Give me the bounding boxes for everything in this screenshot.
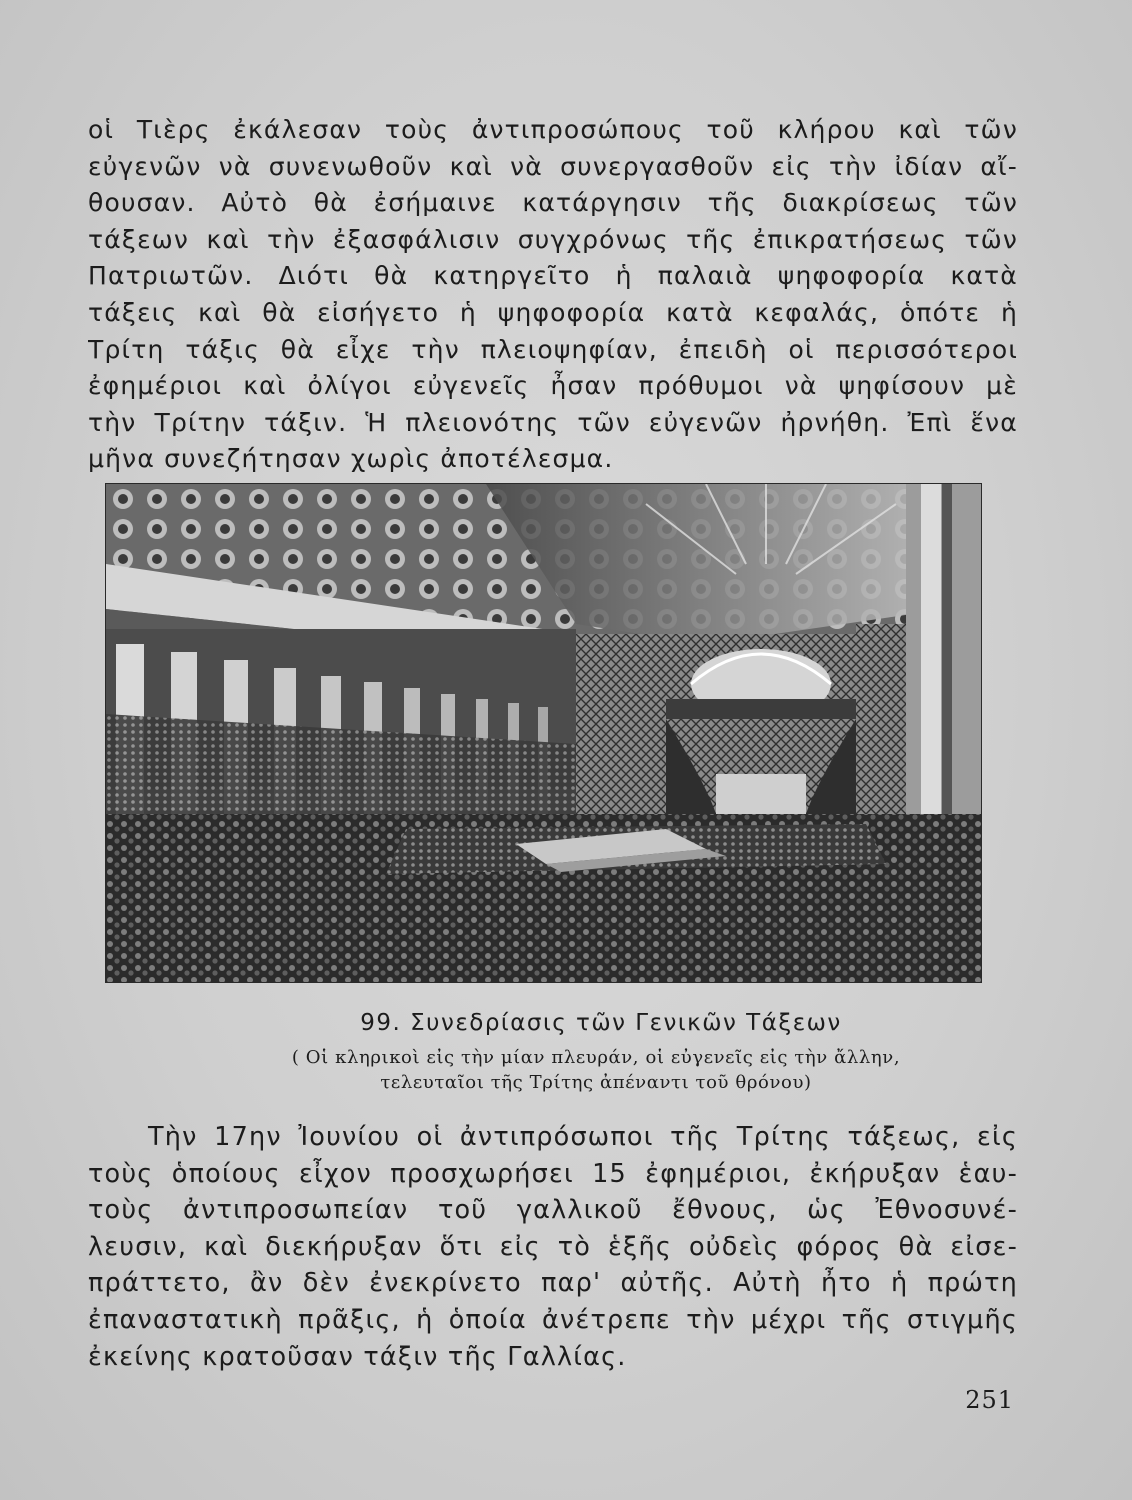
text-line: ἐφημέριοι καὶ ὀλίγοι εὐγενεῖς ἦσαν πρόθυμοι νὰ ψηφίσουν μὲ: [88, 371, 1018, 401]
text-line: ἐπαναστατικὴ πρᾶξις, ἡ ὁποία ἀνέτρεπε τὴν μέχρι τῆς στιγμῆς: [88, 1304, 1018, 1335]
text-line: Τὴν 17ην Ἰουνίου οἱ ἀντιπρόσωποι τῆς Τρίτης τάξεως, εἰς: [148, 1122, 1018, 1152]
text-line: πράττετο, ἂν δὲν ἐνεκρίνετο παρ' αὐτῆς. Αὐτὴ ἦτο ἡ πρώτη: [88, 1268, 1018, 1299]
text-line: ἐκείνης κρατοῦσαν τάξιν τῆς Γαλλίας.: [88, 1341, 627, 1372]
text-line: οἱ Τιὲρς ἐκάλεσαν τοὺς ἀντιπροσώπους τοῦ κλήρου καὶ τῶν: [88, 115, 1018, 144]
text-line: τοὺς ἀντιπροσωπείαν τοῦ γαλλικοῦ ἔθνους, ὡς Ἐθνοσυνέ-: [88, 1195, 1018, 1226]
text-line: Πατριωτῶν. Διότι θὰ κατηργεῖτο ἡ παλαιὰ ψηφοφορία κατὰ: [88, 261, 1018, 291]
text-line: εὐγενῶν νὰ συνενωθοῦν καὶ νὰ συνεργασθοῦν εἰς τὴν ἰδίαν αἴ-: [88, 151, 1018, 181]
figure-caption-note: ( Οἱ κληρικοὶ εἰς τὴν μίαν πλευράν, οἱ εὐγενεῖς εἰς τὴν ἄλλην,: [291, 1047, 901, 1068]
text-line: θουσαν. Αὐτὸ θὰ ἐσήμαινε κατάργησιν τῆς διακρίσεως τῶν: [88, 188, 1018, 218]
figure-caption-note: τελευταῖοι τῆς Τρίτης ἀπέναντι τοῦ θρόνου): [380, 1072, 812, 1093]
text-line: τοὺς ὁποίους εἶχον προσχωρήσει 15 ἐφημέριοι, ἐκήρυξαν ἑαυ-: [88, 1158, 1018, 1189]
estates-general-engraving: [105, 483, 982, 983]
paragraph-2: [88, 1119, 1018, 1375]
text-line: Τρίτη τάξις θὰ εἶχε τὴν πλειοψηφίαν, ἐπειδὴ οἱ περισσότεροι: [88, 334, 1018, 364]
paragraph-1: [88, 112, 1018, 478]
text-line: τάξεις καὶ θὰ εἰσήγετο ἡ ψηφοφορία κατὰ κεφαλάς, ὁπότε ἡ: [88, 297, 1018, 327]
page-number: 251: [965, 1386, 1014, 1414]
text-line: μῆνα συνεζήτησαν χωρὶς ἀποτέλεσμα.: [88, 444, 614, 474]
text-line: τάξεων καὶ τὴν ἐξασφάλισιν συγχρόνως τῆς ἐπικρατήσεως τῶν: [88, 224, 1018, 254]
text-line: τὴν Τρίτην τάξιν. Ἡ πλειονότης τῶν εὐγενῶν ἠρνήθη. Ἐπὶ ἕνα: [88, 407, 1018, 437]
text-line: λευσιν, καὶ διεκήρυξαν ὅτι εἰς τὸ ἑξῆς οὐδεὶς φόρος θὰ εἰσε-: [88, 1231, 1018, 1262]
figure-caption-title: 99. Συνεδρίασις τῶν Γενικῶν Τάξεων: [360, 1010, 842, 1036]
